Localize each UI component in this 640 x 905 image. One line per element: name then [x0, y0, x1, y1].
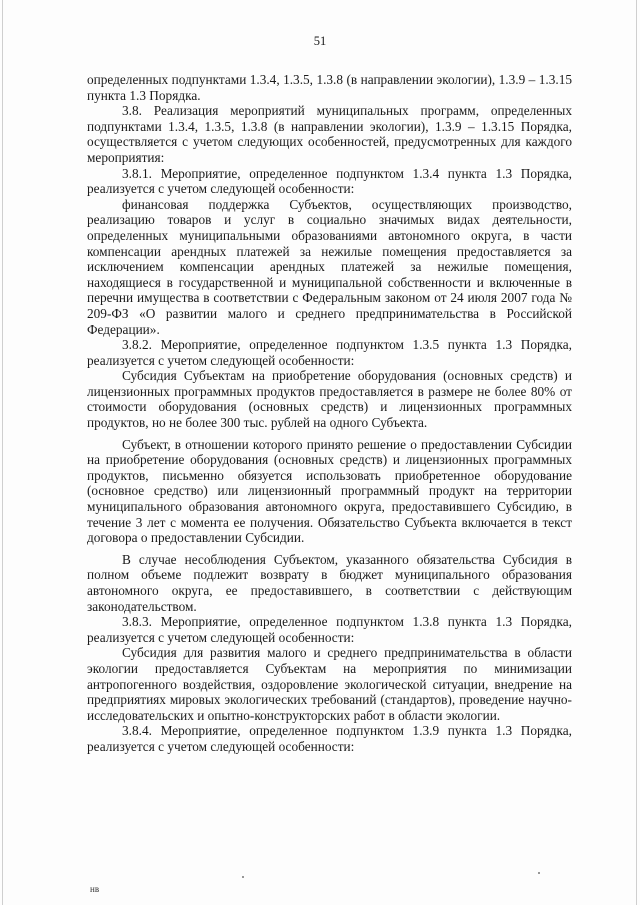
paragraph-continuation: определенных подпунктами 1.3.4, 1.3.5, 1.3.8 (в направлении экологии), 1.3.9 – 1.3.15 пункта 1.3 Порядка.: [87, 72, 572, 103]
document-body: [87, 72, 572, 755]
paragraph-subsidy-ecology: Субсидия для развития малого и среднего предпринимательства в области экологии предоставляется Субъектам на мероприятия по минимизации антропогенного воздействия, оздоровление экологической ситуации, внедрение на предприятиях мировых экологических требований (стандартов), проведение научно-исследовательских и опытно-конструкторских работ в области экологии.: [87, 645, 572, 723]
paragraph-subsidy-equipment: Субсидия Субъектам на приобретение оборудования (основных средств) и лицензионных программных продуктов предоставляется в размере не более 80% от стоимости оборудования (основных средств) и лицензионных программных продуктов, но не более 300 тыс. рублей на одного Субъекта.: [87, 368, 572, 431]
paragraph-3-8-3: 3.8.3. Мероприятие, определенное подпунктом 1.3.8 пункта 1.3 Порядка, реализуется с учетом следующей особенности:: [87, 614, 572, 645]
paragraph-3-8: 3.8. Реализация мероприятий муниципальных программ, определенных подпунктами 1.3.4, 1.3.5, 1.3.8 (в направлении экологии), 1.3.9 – 1.3.15 Порядка, осуществляется с учетом следующих особенностей, предусмотренных для каждого мероприятия:: [87, 103, 572, 165]
footer-initials: нв: [90, 884, 100, 894]
paragraph-noncompliance: В случае несоблюдения Субъектом, указанного обязательства Субсидия в полном объеме подлежит возврату в бюджет муниципального образования автономного округа, ее предоставившего, в соответствии с действующим законодательством.: [87, 551, 572, 614]
paragraph-3-8-4: 3.8.4. Мероприятие, определенное подпунктом 1.3.9 пункта 1.3 Порядка, реализуется с учетом следующей особенности:: [87, 723, 572, 754]
page-number: 51: [313, 34, 327, 48]
paragraph-financial-support: финансовая поддержка Субъектов, осуществляющих производство, реализацию товаров и услуг в социально значимых видах деятельности, определенных муниципальными образованиями автономного округа, в части компенсации арендных платежей за нежилые помещения предоставляется за исключением компенсации арендных платежей за нежилые помещения, находящиеся в государственной и муниципальной собственности и включенные в перечни имущества в соответствии с Федеральным законом от 24 июля 2007 года № 209-ФЗ «О развитии малого и среднего предпринимательства в Российской Федерации».: [87, 196, 572, 337]
scan-speck: [242, 876, 244, 878]
paragraph-3-8-1: 3.8.1. Мероприятие, определенное подпунктом 1.3.4 пункта 1.3 Порядка, реализуется с учетом следующей особенности:: [87, 165, 572, 197]
paragraph-3-8-2: 3.8.2. Мероприятие, определенное подпунктом 1.3.5 пункта 1.3 Порядка, реализуется с учетом следующей особенности:: [87, 337, 572, 368]
scan-edge-right: [636, 0, 637, 905]
scan-edge-left: [2, 0, 3, 905]
paragraph-subject-obligation: Субъект, в отношении которого принято решение о предоставлении Субсидии на приобретение оборудования (основных средств) и лицензионных программных продуктов, письменно обязуется использовать приобретенное оборудование (основное средство) или лицензионный программный продукт на территории муниципального образования автономного округа, предоставившего Субсидию, в течение 3 лет с момента ее получения. Обязательство Субъекта включается в текст договора о предоставлении Субсидии.: [87, 436, 572, 546]
scan-speck: [538, 872, 540, 874]
